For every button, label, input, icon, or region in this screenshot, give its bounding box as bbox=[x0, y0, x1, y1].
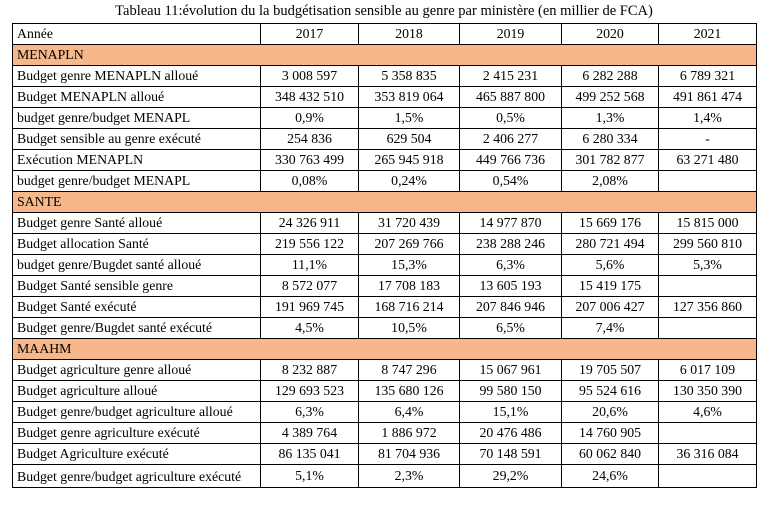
value-cell: 14 977 870 bbox=[460, 213, 562, 234]
value-cell: 6,4% bbox=[359, 402, 460, 423]
value-cell: 6,5% bbox=[460, 318, 562, 339]
table-row bbox=[13, 276, 757, 297]
row-label: Budget genre MENAPLN alloué bbox=[13, 66, 261, 87]
value-cell: 2,08% bbox=[562, 171, 659, 192]
value-cell: 191 969 745 bbox=[261, 297, 359, 318]
value-cell: 1,3% bbox=[562, 108, 659, 129]
table-row bbox=[13, 423, 757, 444]
value-cell: 81 704 936 bbox=[359, 444, 460, 465]
value-cell: 168 716 214 bbox=[359, 297, 460, 318]
value-cell: 299 560 810 bbox=[659, 234, 757, 255]
header-cell-2018: 2018 bbox=[359, 24, 460, 45]
row-label: budget genre/budget MENAPL bbox=[13, 171, 261, 192]
value-cell: 15 669 176 bbox=[562, 213, 659, 234]
value-cell: 17 708 183 bbox=[359, 276, 460, 297]
value-cell: 63 271 480 bbox=[659, 150, 757, 171]
value-cell: 20 476 486 bbox=[460, 423, 562, 444]
row-label: budget genre/budget MENAPL bbox=[13, 108, 261, 129]
table-header-row bbox=[13, 24, 757, 45]
row-label: Budget genre/budget agriculture alloué bbox=[13, 402, 261, 423]
value-cell: 449 766 736 bbox=[460, 150, 562, 171]
value-cell: 11,1% bbox=[261, 255, 359, 276]
value-cell: 499 252 568 bbox=[562, 87, 659, 108]
value-cell: 129 693 523 bbox=[261, 381, 359, 402]
value-cell: 15 067 961 bbox=[460, 360, 562, 381]
value-cell: 15 419 175 bbox=[562, 276, 659, 297]
value-cell bbox=[659, 423, 757, 444]
table-row bbox=[13, 444, 757, 465]
value-cell: 5,3% bbox=[659, 255, 757, 276]
section-title: MAAHM bbox=[13, 339, 757, 360]
table-row bbox=[13, 108, 757, 129]
value-cell bbox=[659, 318, 757, 339]
value-cell: 10,5% bbox=[359, 318, 460, 339]
value-cell: 99 580 150 bbox=[460, 381, 562, 402]
value-cell: 6 280 334 bbox=[562, 129, 659, 150]
value-cell: 19 705 507 bbox=[562, 360, 659, 381]
value-cell: 5,6% bbox=[562, 255, 659, 276]
section-row-menapln bbox=[13, 45, 757, 66]
row-label: Budget MENAPLN alloué bbox=[13, 87, 261, 108]
value-cell: 238 288 246 bbox=[460, 234, 562, 255]
table-row bbox=[13, 150, 757, 171]
value-cell: 0,24% bbox=[359, 171, 460, 192]
value-cell: 330 763 499 bbox=[261, 150, 359, 171]
value-cell: 14 760 905 bbox=[562, 423, 659, 444]
table-row bbox=[13, 213, 757, 234]
value-cell: 70 148 591 bbox=[460, 444, 562, 465]
value-cell: 280 721 494 bbox=[562, 234, 659, 255]
value-cell: 6 789 321 bbox=[659, 66, 757, 87]
value-cell: 0,9% bbox=[261, 108, 359, 129]
table-row bbox=[13, 66, 757, 87]
value-cell: 207 269 766 bbox=[359, 234, 460, 255]
section-row-maahm bbox=[13, 339, 757, 360]
row-label: Budget agriculture genre alloué bbox=[13, 360, 261, 381]
value-cell: 2 406 277 bbox=[460, 129, 562, 150]
value-cell: 465 887 800 bbox=[460, 87, 562, 108]
value-cell: 24 326 911 bbox=[261, 213, 359, 234]
value-cell: 5,1% bbox=[261, 465, 359, 488]
value-cell: 4,6% bbox=[659, 402, 757, 423]
value-cell: 3 008 597 bbox=[261, 66, 359, 87]
value-cell: 348 432 510 bbox=[261, 87, 359, 108]
value-cell: 6 017 109 bbox=[659, 360, 757, 381]
value-cell: 0,08% bbox=[261, 171, 359, 192]
value-cell: 301 782 877 bbox=[562, 150, 659, 171]
value-cell: 219 556 122 bbox=[261, 234, 359, 255]
value-cell: 95 524 616 bbox=[562, 381, 659, 402]
value-cell: 265 945 918 bbox=[359, 150, 460, 171]
value-cell: 4,5% bbox=[261, 318, 359, 339]
value-cell: 31 720 439 bbox=[359, 213, 460, 234]
header-cell-2017: 2017 bbox=[261, 24, 359, 45]
row-label: Budget genre/Bugdet santé exécuté bbox=[13, 318, 261, 339]
row-label: budget genre/Bugdet santé alloué bbox=[13, 255, 261, 276]
table-row bbox=[13, 87, 757, 108]
value-cell: 0,54% bbox=[460, 171, 562, 192]
row-label: Budget genre agriculture exécuté bbox=[13, 423, 261, 444]
value-cell: 130 350 390 bbox=[659, 381, 757, 402]
table-caption: Tableau 11:évolution du la budgétisation sensible au genre par ministère (en millier de FCA) bbox=[115, 3, 653, 19]
row-label: Budget allocation Santé bbox=[13, 234, 261, 255]
value-cell: 1 886 972 bbox=[359, 423, 460, 444]
table-row bbox=[13, 171, 757, 192]
header-cell-year: Année bbox=[13, 24, 261, 45]
value-cell: 2 415 231 bbox=[460, 66, 562, 87]
value-cell: 15 815 000 bbox=[659, 213, 757, 234]
table-row bbox=[13, 318, 757, 339]
value-cell: 7,4% bbox=[562, 318, 659, 339]
value-cell: 8 232 887 bbox=[261, 360, 359, 381]
value-cell: 207 846 946 bbox=[460, 297, 562, 318]
value-cell: 1,5% bbox=[359, 108, 460, 129]
row-label: Budget agriculture alloué bbox=[13, 381, 261, 402]
value-cell bbox=[659, 276, 757, 297]
value-cell: - bbox=[659, 129, 757, 150]
value-cell: 8 747 296 bbox=[359, 360, 460, 381]
value-cell: 207 006 427 bbox=[562, 297, 659, 318]
row-label: Budget Santé sensible genre bbox=[13, 276, 261, 297]
row-label: Exécution MENAPLN bbox=[13, 150, 261, 171]
value-cell: 8 572 077 bbox=[261, 276, 359, 297]
value-cell: 29,2% bbox=[460, 465, 562, 488]
table-row bbox=[13, 234, 757, 255]
value-cell: 127 356 860 bbox=[659, 297, 757, 318]
value-cell: 60 062 840 bbox=[562, 444, 659, 465]
value-cell: 135 680 126 bbox=[359, 381, 460, 402]
value-cell: 0,5% bbox=[460, 108, 562, 129]
value-cell: 13 605 193 bbox=[460, 276, 562, 297]
value-cell: 2,3% bbox=[359, 465, 460, 488]
section-title: MENAPLN bbox=[13, 45, 757, 66]
value-cell: 36 316 084 bbox=[659, 444, 757, 465]
value-cell: 6 282 288 bbox=[562, 66, 659, 87]
table-row bbox=[13, 129, 757, 150]
value-cell bbox=[659, 465, 757, 488]
section-title: SANTE bbox=[13, 192, 757, 213]
value-cell: 20,6% bbox=[562, 402, 659, 423]
section-row-sante bbox=[13, 192, 757, 213]
value-cell: 6,3% bbox=[460, 255, 562, 276]
header-cell-2021: 2021 bbox=[659, 24, 757, 45]
row-label: Budget Agriculture exécuté bbox=[13, 444, 261, 465]
table-row bbox=[13, 402, 757, 423]
value-cell bbox=[659, 171, 757, 192]
value-cell: 353 819 064 bbox=[359, 87, 460, 108]
table-row bbox=[13, 381, 757, 402]
value-cell: 15,1% bbox=[460, 402, 562, 423]
value-cell: 15,3% bbox=[359, 255, 460, 276]
row-label: Budget sensible au genre exécuté bbox=[13, 129, 261, 150]
row-label: Budget Santé exécuté bbox=[13, 297, 261, 318]
value-cell: 6,3% bbox=[261, 402, 359, 423]
value-cell: 24,6% bbox=[562, 465, 659, 488]
value-cell: 4 389 764 bbox=[261, 423, 359, 444]
table-row bbox=[13, 297, 757, 318]
value-cell: 491 861 474 bbox=[659, 87, 757, 108]
row-label: Budget genre Santé alloué bbox=[13, 213, 261, 234]
value-cell: 254 836 bbox=[261, 129, 359, 150]
budget-table-body bbox=[13, 24, 757, 488]
table-row bbox=[13, 360, 757, 381]
table-row bbox=[13, 255, 757, 276]
budget-table bbox=[12, 23, 757, 488]
header-cell-2019: 2019 bbox=[460, 24, 562, 45]
value-cell: 1,4% bbox=[659, 108, 757, 129]
value-cell: 86 135 041 bbox=[261, 444, 359, 465]
value-cell: 5 358 835 bbox=[359, 66, 460, 87]
value-cell: 629 504 bbox=[359, 129, 460, 150]
table-row bbox=[13, 465, 757, 488]
row-label: Budget genre/budget agriculture exécuté bbox=[13, 465, 261, 488]
header-cell-2020: 2020 bbox=[562, 24, 659, 45]
